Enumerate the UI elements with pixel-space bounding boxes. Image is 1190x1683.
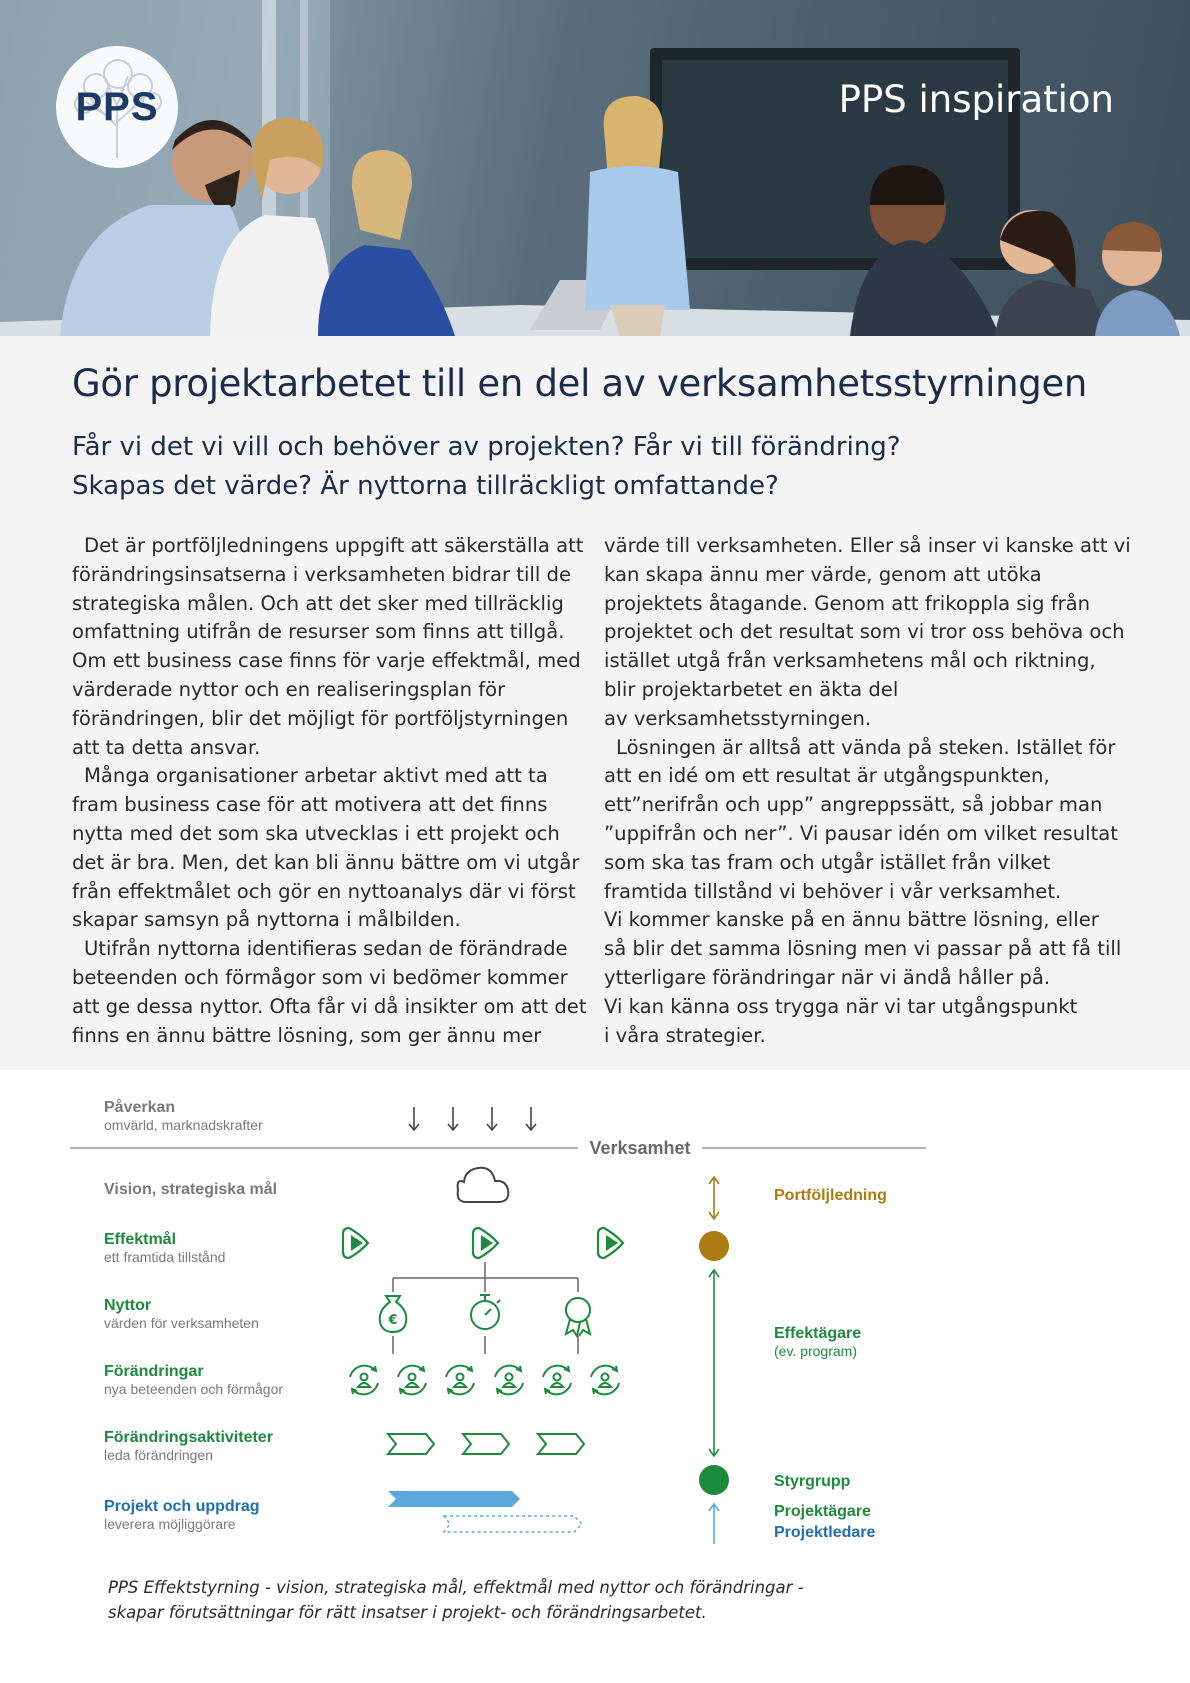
logo-text: PPS [75,84,159,129]
paragraph-line: ”uppifrån och ner”. Vi pausar idén om vilket resultat [604,821,1118,845]
paragraph-line: att ge dessa nyttor. Ofta får vi då insikter om att det [72,994,587,1018]
row-subtitle: nya beteenden och förmågor [104,1381,284,1397]
paragraph-line: fram business case för att motivera att det finns [72,793,548,817]
paragraph-line: Det är portföljledningens uppgift att säkerställa att [84,534,584,557]
paragraph-line: istället utgå från verksamhetens mål och riktning, [604,649,1096,673]
paragraph-line: värderade nyttor och en realiseringsplan för [72,677,506,701]
row-title: Förändringar [104,1363,204,1380]
paragraph-line: Lösningen är alltså att vända på steken. Istället för [616,735,1116,759]
row-title: Effektmål [104,1231,177,1248]
chevron-step-icon [388,1434,434,1454]
paragraph-line: att en idé om ett resultat är utgångspunkten, [604,764,1050,788]
down-arrow-icon [487,1107,497,1130]
paragraph-line: omfattning utifrån de resurser som finns att tillgå. [72,620,565,644]
article-title: Gör projektarbetet till en del av verksamhetsstyrningen [72,362,1088,405]
award-icon [566,1298,590,1336]
paragraph-line: värde till verksamheten. Eller så inser vi kanske att vi [604,534,1131,557]
caption-line: skapar förutsättningar för rätt insatser i projekt- och förändringsarbetet. [108,1603,707,1622]
portfolio-dot [699,1231,729,1261]
paragraph-line: Vi kan känna oss trygga när vi tar utgångspunkt [604,994,1078,1018]
pps-logo [56,46,178,168]
cloud-icon [458,1168,509,1202]
row-title: Projekt och uppdrag [104,1498,260,1515]
paragraph-line: det är bra. Men, det kan bli ännu bättre om vi utgår [72,850,580,874]
row-title: Påverkan [104,1099,176,1116]
svg-text:€: € [388,1313,398,1328]
project-bar-solid [388,1491,520,1507]
paragraph-line: ett”nerifrån och upp” angreppssätt, så jobbar man [604,793,1103,817]
paragraph-line: Vi kommer kanske på en ännu bättre lösning, eller [604,908,1099,932]
effektagare-arrow-icon [709,1270,719,1456]
paragraph-line: finns en ännu bättre lösning, som ger ännu mer [72,1023,542,1047]
row-subtitle: leda förändringen [104,1447,213,1463]
change-cycle-icon [495,1366,523,1395]
chevron-step-icon [463,1434,509,1454]
portfolio-arrow-icon [709,1177,719,1219]
paragraph-line: i våra strategier. [604,1023,766,1047]
stopwatch-icon [471,1295,500,1329]
paragraph-line: projektets åtagande. Genom att frikoppla sig från [604,591,1091,615]
subtitle-line: Får vi det vi vill och behöver av projekten? Får vi till förändring? [72,432,901,462]
role-effektagare-sub: (ev. program) [774,1343,857,1359]
role-effektagare: Effektägare [774,1325,862,1342]
paragraph-line: Utifrån nyttorna identifieras sedan de förändrade [84,937,568,961]
caption-line: PPS Effektstyrning - vision, strategiska mål, effektmål med nyttor och förändringar - [108,1578,804,1597]
row-subtitle: värden för verksamheten [104,1315,259,1331]
paragraph-line: att ta detta ansvar. [72,735,261,759]
diagram-caption [108,1575,804,1625]
paragraph-line: Om ett business case finns för varje effektmål, med [72,649,581,673]
effektstyrning-diagram [0,1070,1190,1570]
role-styrgrupp: Styrgrupp [774,1473,851,1490]
row-subtitle: ett framtida tillstånd [104,1249,226,1265]
play-target-icon [473,1228,498,1258]
chevron-step-icon [538,1434,584,1454]
row-subtitle: leverera möjliggörare [104,1516,236,1532]
change-cycle-icon [398,1366,426,1395]
hero-photo [0,0,1190,336]
change-cycle-icon [543,1366,571,1395]
project-bar-dashed [444,1516,582,1532]
row-title: Nyttor [104,1297,152,1314]
play-target-icon [598,1228,623,1258]
hero-title: PPS inspiration [838,78,1114,121]
paragraph-line: så blir det samma lösning men vi passar på att få till [604,937,1122,961]
paragraph-line: Många organisationer arbetar aktivt med att ta [84,764,548,788]
article-subtitle [72,428,901,506]
verksamhet-label: Verksamhet [589,1138,691,1158]
projekt-arrow-icon [709,1504,719,1544]
row-subtitle: omvärld, marknadskrafter [104,1117,263,1133]
down-arrow-icon [526,1107,536,1130]
paragraph-line: framtida tillstånd vi behöver i vår verksamhet. [604,879,1062,903]
styrgrupp-dot [699,1465,729,1495]
money-bag-icon [380,1296,407,1332]
paragraph-line: förändringsinsatserna i verksamheten bidrar till de [72,562,572,586]
paragraph-line: nytta med det som ska utvecklas i ett projekt och [72,821,560,845]
connector-lines [393,1262,578,1354]
paragraph-line: kan skapa ännu mer värde, genom att utöka [604,562,1042,586]
left-column [72,532,592,1050]
down-arrow-icon [448,1107,458,1130]
paragraph-line: strategiska målen. Och att det sker med tillräcklig [72,591,564,615]
role-portfoljledning: Portföljledning [774,1187,887,1204]
meeting-photo-illustration [0,0,1190,336]
paragraph-line: av verksamhetsstyrningen. [604,706,872,730]
role-projektledare: Projektledare [774,1524,876,1541]
paragraph-line: från effektmålet och gör en nyttoanalys där vi först [72,879,576,903]
change-cycle-icon [350,1366,378,1395]
right-column [604,532,1131,1050]
paragraph-line: som ska tas fram och utgår istället från vilket [604,850,1051,874]
paragraph-line: projektet och det resultat som vi tror oss behöva och [604,620,1125,644]
row-title: Vision, strategiska mål [104,1181,278,1198]
row-title: Förändringsaktiviteter [104,1429,273,1446]
paragraph-line: skapar samsyn på nyttorna i målbilden. [72,908,461,932]
change-cycle-icon [591,1366,619,1395]
change-cycle-icon [446,1366,474,1395]
paragraph-line: blir projektarbetet en äkta del [604,677,899,701]
subtitle-line: Skapas det värde? Är nyttorna tillräckligt omfattande? [72,471,779,501]
paragraph-line: beteenden och förmågor som vi bedömer kommer [72,965,568,989]
paragraph-line: ytterligare förändringar när vi ändå håller på. [604,965,1051,989]
play-target-icon [343,1228,368,1258]
role-projektagare: Projektägare [774,1503,871,1520]
paragraph-line: förändringen, blir det möjligt för portföljstyrningen [72,706,569,730]
down-arrow-icon [409,1107,419,1130]
